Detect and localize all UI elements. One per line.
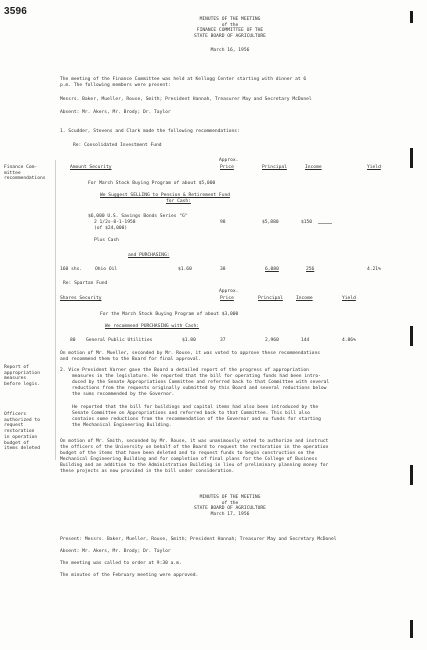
page-number: 3596 [4, 6, 28, 17]
table1-suggest: We Suggest SELLING to Pension & Retirement Fund [100, 193, 230, 198]
table2-col-price-top: Approx. [219, 289, 239, 294]
margin-line: mittee [4, 170, 21, 176]
gpu-security: General Public Utilities [86, 338, 153, 343]
ohio-security: Ohio Oil [95, 267, 118, 272]
header-line: MINUTES OF THE MEETING [199, 17, 261, 22]
binder-mark [410, 11, 413, 23]
margin-line: before legis. [4, 382, 40, 388]
table2-col-price: Price [220, 296, 234, 301]
motion1-line: and recommend them to the Board for final approval. [60, 357, 202, 362]
table1-suggest-cash: for Cash: [166, 199, 191, 204]
item2b-line: Senate Committee on Appropriations and referred back to that Committee. This bill also [72, 411, 310, 416]
gpu-shares: 80 [70, 338, 76, 343]
margin-line: appropriation [4, 370, 40, 376]
motion2-line: these projects as now provided in the bill under consideration. [60, 469, 235, 474]
bond-principal: $5,880 [262, 220, 279, 225]
margin-line: restoration [4, 429, 35, 435]
margin-line: budget of [4, 440, 29, 446]
ohio-yield: 4.21% [367, 267, 381, 272]
bond-line: $6,000 U.S. Savings Bonds Series "G" [88, 214, 188, 219]
ohio-amount: 160 shs. [60, 267, 83, 272]
margin-line: measures [4, 376, 27, 382]
ohio-principal: 6,080 [265, 267, 279, 272]
gpu-yield: 4.86% [342, 338, 356, 343]
header-finance [140, 17, 320, 54]
bond-line: (of $24,000) [94, 226, 128, 231]
motion1-line: On motion of Mr. Mueller, seconded by Mr. Rouse, it was voted to approve these recommendations [60, 351, 320, 356]
intro-line: p.m. The following members were present: [60, 83, 171, 88]
item2b-line: the Mechanical Engineering Building. [72, 423, 172, 428]
margin-line: authorized to [4, 417, 40, 423]
motion2-line: On motion of Mr. Smith, seconded by Mr. Rouse, it was unanimously voted to authorize and instruct [60, 439, 329, 444]
header-line: MINUTES OF THE MEETING [199, 495, 261, 500]
item2b-line: contains some reductions from the recommendation of the Governor and no funds for starting [72, 417, 321, 422]
gpu-price: 37 [220, 338, 226, 343]
gpu-income: 144 [301, 338, 310, 343]
item2-line: measures in the legislature. He reported that the bill for operating funds had been intro- [72, 374, 321, 379]
margin-line: request [4, 423, 24, 429]
item2-line: duced by the Senate Appropriations Committee and referred back to that Committee with several [72, 380, 330, 385]
table1-col-income: Income [305, 165, 322, 170]
header-line: STATE BOARD OF AGRICULTURE [194, 506, 266, 512]
minutes-approved: The minutes of the February meeting were approved. [60, 573, 199, 578]
motion2-line: Mechanical Engineering Building and for completion of final plans for the College of Business [60, 457, 318, 462]
ohio-price: 38 [220, 267, 226, 272]
present-list-2: Present: Messrs. Baker, Mueller, Rouse, Smith; President Hannah; Treasurer May and Secretary McDonel [60, 537, 337, 542]
table1-col-amount: Amount Security [70, 165, 112, 170]
motion2-line: the officers of the University on behalf of the Board to request the restoration in the operation [60, 445, 329, 450]
gpu-principal: 2,960 [265, 338, 279, 343]
table2-program: For the March Stock Buying Program of about $3,000 [100, 312, 239, 317]
margin-line: items deleted [4, 446, 40, 452]
margin-line: Finance Com- [4, 165, 38, 170]
re-spartan: Re: Spartan Fund [63, 281, 108, 286]
binder-mark [410, 148, 413, 168]
bond-price: 98 [220, 220, 226, 225]
absent-list: Absent: Mr. Akers, Mr. Brody; Dr. Taylor [60, 110, 171, 115]
header-line: of the [221, 500, 239, 506]
table1-program: For March Stock Buying Program of about $5,000 [88, 181, 216, 186]
binder-mark [410, 326, 413, 346]
item2b-line: He reported that the bill for buildings and capital items had also been introduced by the [72, 405, 319, 410]
motion2-line: budget of the items that have been deleted and to request funds to begin construction on the [60, 451, 315, 456]
margin-rule [55, 160, 56, 460]
table2-col-income: Income [296, 296, 313, 301]
ohio-income: 256 [306, 267, 315, 272]
table2-col-principal: Principal [258, 296, 283, 301]
binder-mark [410, 465, 413, 485]
bond-income: $150 [301, 220, 313, 225]
margin-line: Report of [4, 365, 29, 370]
margin-line: in operation [4, 434, 38, 440]
item2-line: 2. Vice President Varner gave the Board a detailed report of the progress of appropriation [60, 368, 309, 373]
item-1: 1. Scudder, Stevens and Clark made the following recommendations: [60, 129, 240, 134]
item2-line: the sums recommended by the Governor. [72, 392, 175, 397]
header-date: March 16, 1956 [210, 47, 250, 53]
margin-note-finance [4, 165, 54, 182]
item2-line: reductions from the requests originally submitted by this Board and several reductions below [72, 386, 327, 391]
margin-note-officers [4, 412, 54, 452]
margin-note-report [4, 365, 54, 388]
header-board [140, 495, 320, 518]
header-date: March 17, 1956 [210, 512, 250, 518]
binder-mark [410, 620, 413, 638]
table1-col-price-top: Approx. [219, 158, 239, 163]
table2-col-shares: Shares Security [60, 296, 102, 301]
intro-line: The meeting of the Finance Committee was held at Kellogg Center starting with dinner at 6 [60, 77, 307, 82]
and-purchasing: and PURCHASING: [128, 253, 170, 258]
table1-col-principal: Principal [262, 165, 287, 170]
margin-line: Officers [4, 412, 27, 417]
re-consolidated: Re: Consolidated Investment Fund [73, 143, 162, 148]
table1-col-price: Price [220, 165, 234, 170]
plus-cash: Plus Cash [94, 238, 119, 243]
table1-col-yield: Yield [367, 165, 381, 170]
absent-list-2: Absent: Mr. Akers, Mr. Brody; Dr. Taylor [60, 549, 171, 554]
ohio-dividend: $1.60 [178, 267, 192, 272]
margin-line: recommendations [4, 176, 46, 182]
header-line: of the [221, 22, 239, 28]
present-list: Messrs. Baker, Mueller, Rouse, Smith; President Hannah, Treasurer May and Secretary McDonel [60, 97, 312, 102]
header-line: STATE BOARD OF AGRICULTURE [194, 34, 266, 40]
header-line: FINANCE COMMITTEE OF THE [196, 28, 264, 34]
bond-line: 2 1/2s-8-1-1958 [94, 220, 136, 225]
gpu-dividend: $1.80 [182, 338, 196, 343]
table2-recommend: We recommend PURCHASING with Cash: [105, 324, 200, 329]
motion2-line: Building and an addition to the Administration Building in lieu of preliminary planning money for [60, 463, 329, 468]
table2-col-yield: Yield [342, 296, 356, 301]
income-rule [318, 223, 332, 224]
called-to-order: The meeting was called to order at 9:30 a.m. [60, 561, 182, 566]
